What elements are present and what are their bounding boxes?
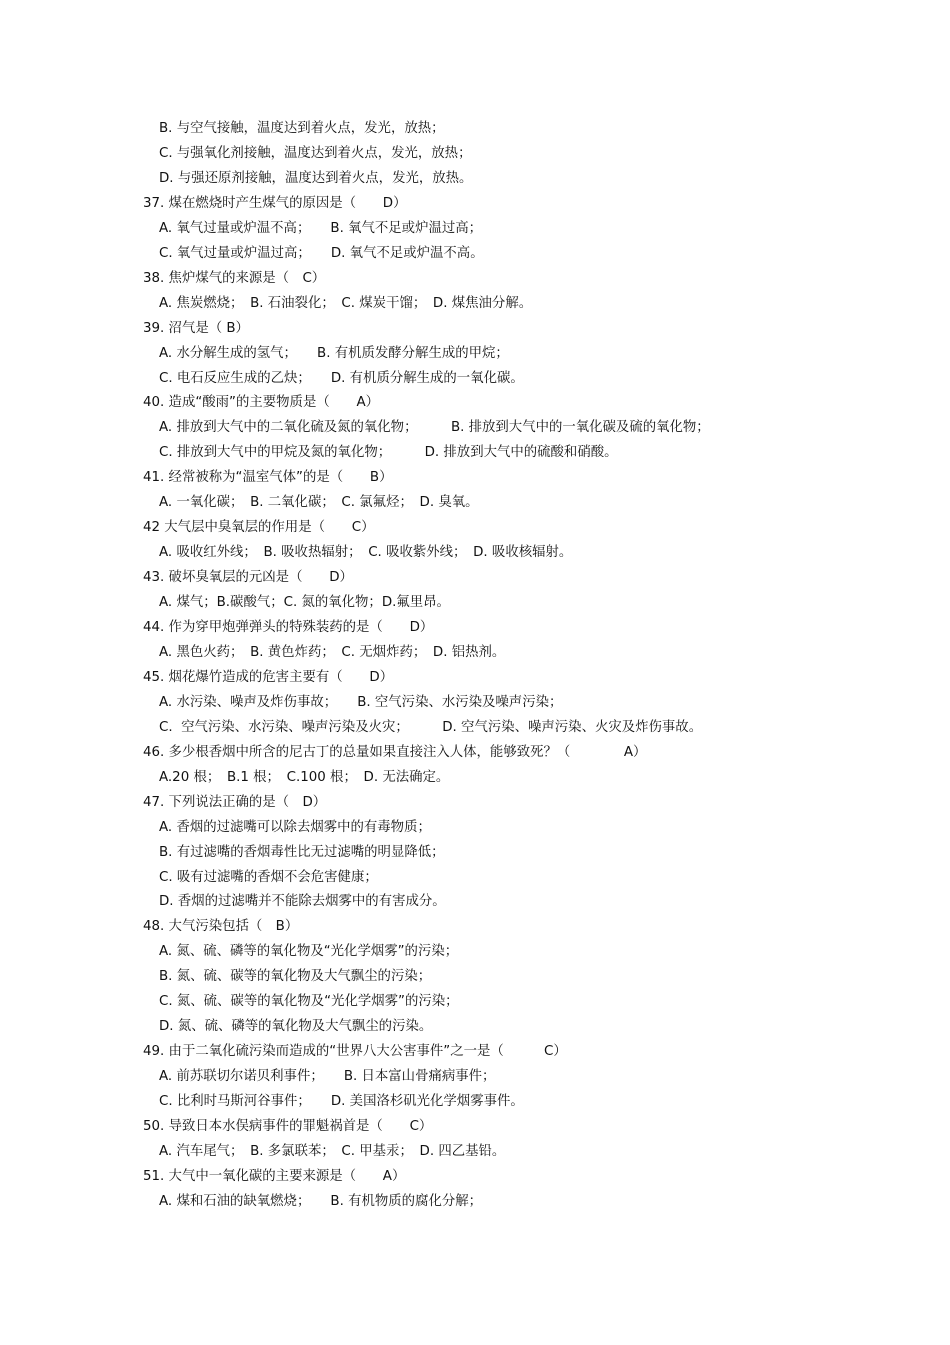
option-line: D. 香烟的过滤嘴并不能除去烟雾中的有害成分。 bbox=[159, 894, 446, 910]
question-line: 43. 破坏臭氧层的元凶是（ D） bbox=[143, 570, 353, 586]
option-line: A. 氮、硫、磷等的氧化物及“光化学烟雾”的污染； bbox=[159, 944, 459, 960]
question-line: 40. 造成“酸雨”的主要物质是（ A） bbox=[143, 395, 380, 411]
option-line: C. 排放到大气中的甲烷及氮的氧化物； D. 排放到大气中的硫酸和硝酸。 bbox=[159, 445, 618, 461]
option-line: C. 吸有过滤嘴的香烟不会危害健康； bbox=[159, 869, 378, 885]
question-line: 42 大气层中臭氧层的作用是（ C） bbox=[143, 520, 375, 536]
question-line: 49. 由于二氧化硫污染而造成的“世界八大公害事件”之一是（ C） bbox=[143, 1044, 567, 1060]
option-line: A.20 根； B.1 根； C.100 根； D. 无法确定。 bbox=[159, 769, 450, 785]
option-line: C. 氮、硫、碳等的氧化物及“光化学烟雾”的污染； bbox=[159, 994, 459, 1010]
option-line: A. 香烟的过滤嘴可以除去烟雾中的有毒物质； bbox=[159, 819, 431, 835]
option-line: C. 电石反应生成的乙炔； D. 有机质分解生成的一氧化碳。 bbox=[159, 370, 524, 386]
option-line: B. 与空气接触，温度达到着火点，发光，放热； bbox=[159, 121, 445, 136]
option-line: B. 氮、硫、碳等的氧化物及大气飘尘的污染； bbox=[159, 969, 432, 985]
option-line: A. 煤气；B.碳酸气；C. 氮的氧化物；D.氟里昂。 bbox=[159, 595, 450, 610]
option-line: C. 氧气过量或炉温过高； D. 氧气不足或炉温不高。 bbox=[159, 245, 484, 261]
option-line: A. 水污染、噪声及炸伤事故； B. 空气污染、水污染及噪声污染； bbox=[159, 694, 563, 710]
option-line: D. 氮、硫、磷等的氧化物及大气飘尘的污染。 bbox=[159, 1019, 433, 1035]
question-line: 39. 沼气是（ B） bbox=[143, 320, 249, 336]
option-line: A. 一氧化碳； B. 二氧化碳； C. 氯氟烃； D. 臭氧。 bbox=[159, 495, 479, 511]
option-line: B. 有过滤嘴的香烟毒性比无过滤嘴的明显降低； bbox=[159, 844, 445, 860]
option-line: A. 水分解生成的氢气； B. 有机质发酵分解生成的甲烷； bbox=[159, 345, 509, 361]
question-line: 37. 煤在燃烧时产生煤气的原因是（ D） bbox=[143, 195, 407, 211]
option-line: A. 汽车尾气； B. 多氯联苯； C. 甲基汞； D. 四乙基铅。 bbox=[159, 1143, 506, 1159]
question-line: 47. 下列说法正确的是（ D） bbox=[143, 794, 327, 810]
question-line: 51. 大气中一氧化碳的主要来源是（ A） bbox=[143, 1168, 406, 1184]
option-line: A. 吸收红外线； B. 吸收热辐射； C. 吸收紫外线； D. 吸收核辐射。 bbox=[159, 545, 573, 561]
option-line: C. 比利时马斯河谷事件； D. 美国洛杉矶光化学烟雾事件。 bbox=[159, 1094, 524, 1109]
option-line: A. 排放到大气中的二氧化硫及氮的氧化物； B. 排放到大气中的一氧化碳及硫的氧化物； bbox=[159, 420, 710, 436]
question-line: 44. 作为穿甲炮弹弹头的特殊装药的是（ D） bbox=[143, 620, 434, 635]
option-line: D. 与强还原剂接触，温度达到着火点，发光，放热。 bbox=[159, 170, 473, 186]
option-line: A. 前苏联切尔诺贝利事件； B. 日本富山骨痛病事件； bbox=[159, 1069, 496, 1085]
option-line: A. 氧气过量或炉温不高； B. 氧气不足或炉温过高； bbox=[159, 220, 483, 236]
question-line: 38. 焦炉煤气的来源是（ C） bbox=[143, 270, 326, 286]
question-line: 45. 烟花爆竹造成的危害主要有（ D） bbox=[143, 669, 394, 685]
option-line: A. 焦炭燃烧； B. 石油裂化； C. 煤炭干馏； D. 煤焦油分解。 bbox=[159, 295, 533, 311]
question-line: 50. 导致日本水俣病事件的罪魁祸首是（ C） bbox=[143, 1119, 433, 1134]
option-line: A. 黑色火药； B. 黄色炸药； C. 无烟炸药； D. 铝热剂。 bbox=[159, 644, 506, 660]
question-line: 41. 经常被称为“温室气体”的是（ B） bbox=[143, 470, 393, 486]
option-line: C. 与强氧化剂接触，温度达到着火点，发光，放热； bbox=[159, 145, 472, 161]
option-line: C. 空气污染、水污染、噪声污染及火灾； D. 空气污染、噪声污染、火灾及炸伤事故。 bbox=[159, 719, 703, 735]
question-line: 46. 多少根香烟中所含的尼古丁的总量如果直接注入人体，能够致死？（ A） bbox=[143, 744, 647, 760]
option-line: A. 煤和石油的缺氧燃烧； B. 有机物质的腐化分解； bbox=[159, 1193, 483, 1209]
question-line: 48. 大气污染包括（ B） bbox=[143, 919, 299, 935]
